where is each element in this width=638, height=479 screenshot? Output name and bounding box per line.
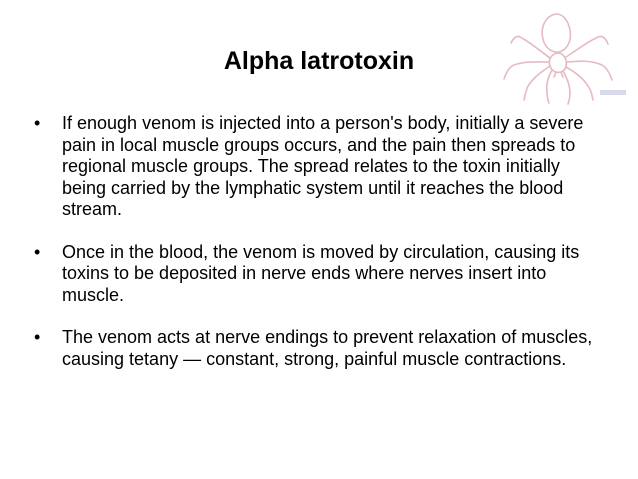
slide-title: Alpha latrotoxin (223, 47, 415, 75)
bullet-text: Once in the blood, the venom is moved by circulation, causing its toxins to be deposited in nerve ends where nerves insert into muscle. (62, 241, 580, 305)
bullet-dot-icon: • (34, 241, 41, 262)
bullet-item (34, 113, 604, 221)
bullet-text: If enough venom is injected into a person's body, initially a severe pain in local muscle groups occurs, and the pain then spreads to regional muscle groups. The spread relates to the toxin initially being carried by the lymphatic system until it reaches the blood stream. (62, 113, 584, 219)
spider-icon (486, 6, 628, 106)
bullet-dot-icon: • (34, 113, 41, 133)
bullet-text: The venom acts at nerve endings to prevent relaxation of muscles, causing tetany — constant, strong, painful muscle contractions. (62, 327, 593, 369)
bullet-dot-icon: • (34, 327, 41, 347)
bullet-list (34, 113, 604, 370)
bullet-item (34, 327, 604, 370)
bullet-item (34, 242, 604, 307)
